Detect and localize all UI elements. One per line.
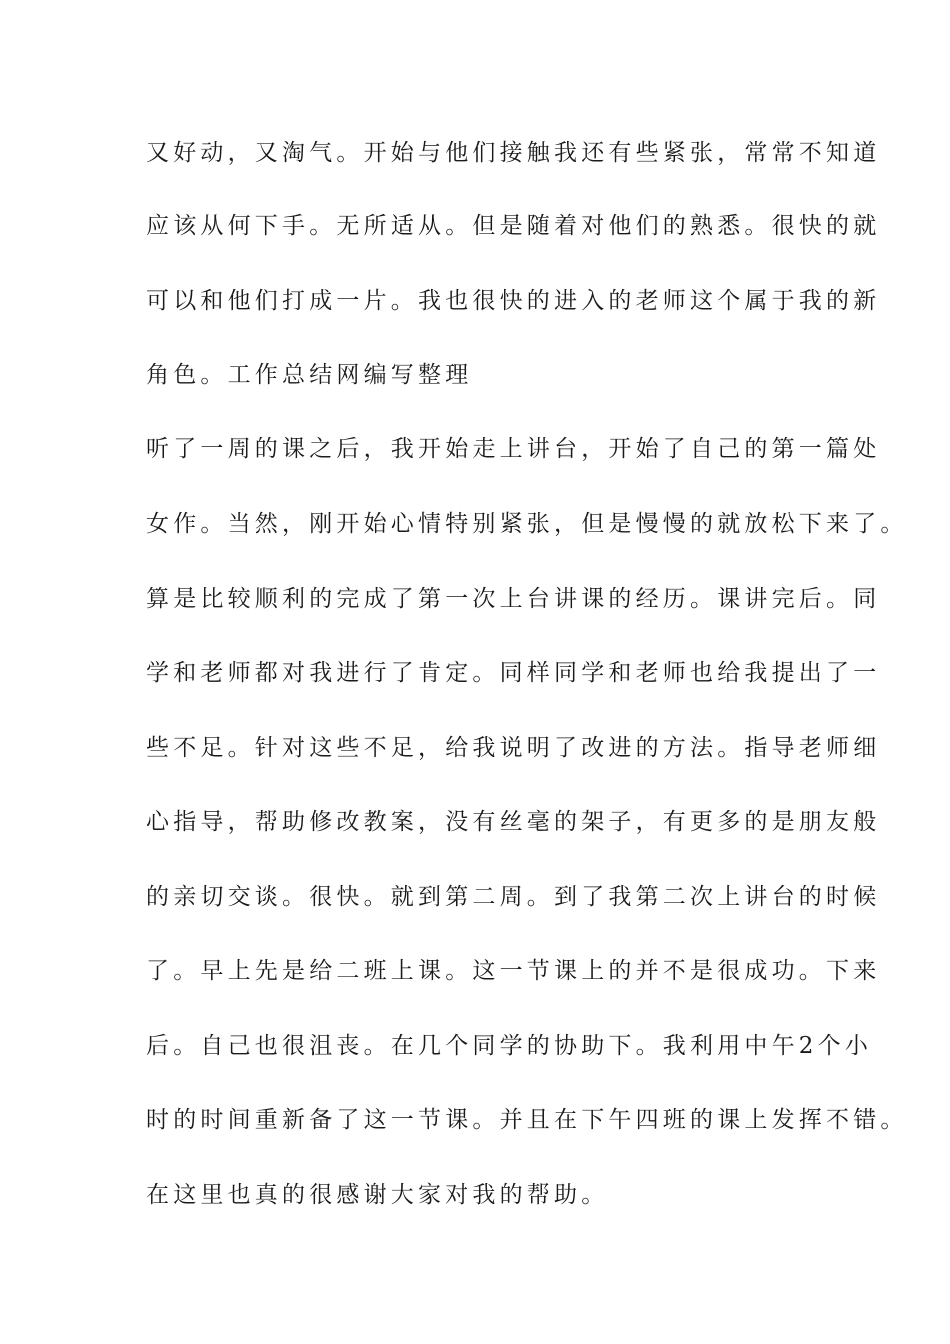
text-line: 后。自己也很沮丧。在几个同学的协助下。我利用中午2个小	[146, 1033, 873, 1059]
text-line: 可以和他们打成一片。我也很快的进入的老师这个属于我的新	[146, 288, 881, 314]
text-line: 听了一周的课之后，我开始走上讲台，开始了自己的第一篇处	[146, 436, 881, 462]
text-line: 角色。工作总结网编写整理	[146, 362, 473, 388]
text-line: 些不足。针对这些不足，给我说明了改进的方法。指导老师细	[146, 735, 881, 761]
text-line: 应该从何下手。无所适从。但是随着对他们的熟悉。很快的就	[146, 213, 881, 239]
text-line: 女作。当然，刚开始心情特别紧张，但是慢慢的就放松下来了。	[146, 511, 908, 537]
text-line: 的亲切交谈。很快。就到第二周。到了我第二次上讲台的时候	[146, 884, 881, 910]
text-line: 时的时间重新备了这一节课。并且在下午四班的课上发挥不错。	[146, 1107, 908, 1133]
text-line: 在这里也真的很感谢大家对我的帮助。	[146, 1182, 609, 1208]
text-line: 又好动，又淘气。开始与他们接触我还有些紧张，常常不知道	[146, 140, 881, 166]
text-line: 算是比较顺利的完成了第一次上台讲课的经历。课讲完后。同	[146, 586, 881, 612]
text-line: 学和老师都对我进行了肯定。同样同学和老师也给我提出了一	[146, 660, 881, 686]
text-line: 心指导，帮助修改教案，没有丝毫的架子，有更多的是朋友般	[146, 809, 881, 835]
text-line: 了。早上先是给二班上课。这一节课上的并不是很成功。下来	[146, 958, 881, 984]
